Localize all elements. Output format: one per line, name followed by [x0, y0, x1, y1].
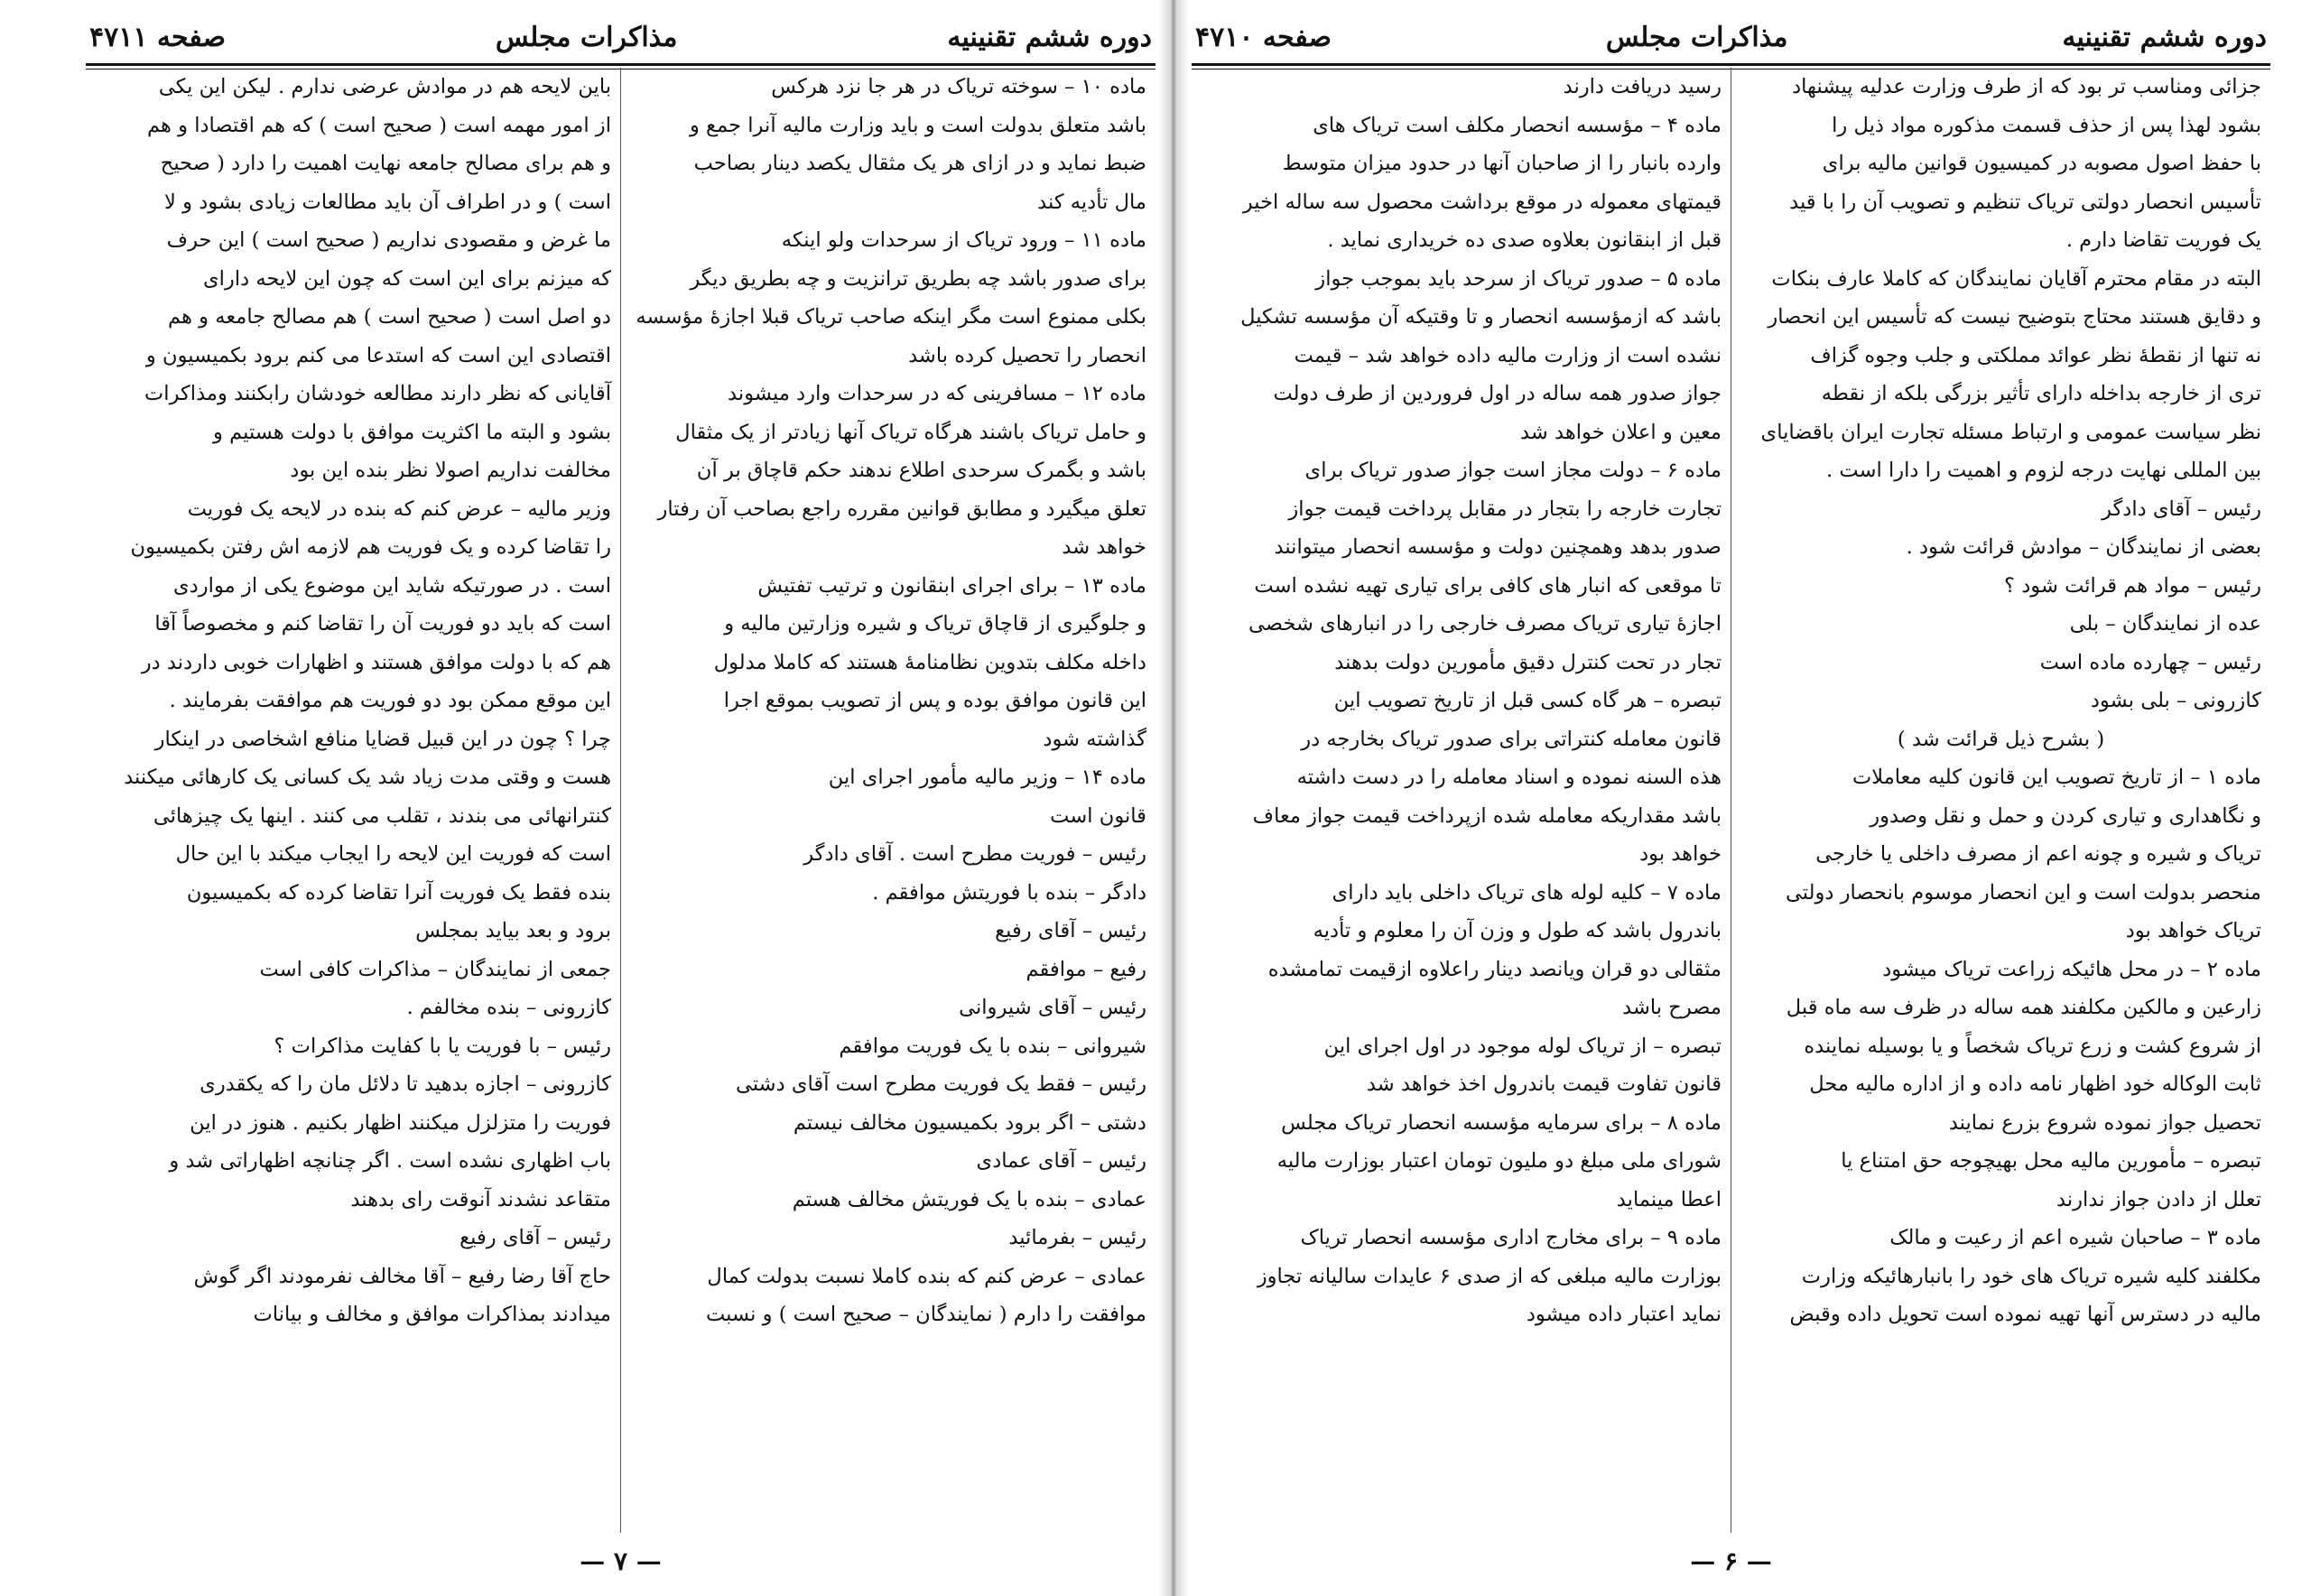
text-line: ماده ۹ – برای مخارج اداری مؤسسه انحصار تریاک	[1300, 1226, 1722, 1249]
text-line: هذه السنه نموده و اسناد معامله را در دست داشته	[1296, 766, 1722, 789]
text-line: تجار در تحت کنترل دقیق مأمورین دولت بدهند	[1334, 650, 1722, 674]
text-line: شورای ملی مبلغ دو ملیون تومان اعتبار بوزارت مالیه	[1276, 1149, 1722, 1173]
text-line: نه تنها از نقطهٔ نظر عوائد مملکتی و جلب وجوه گزاف	[1810, 343, 2261, 367]
text-line: شیروانی – بنده با یک فوریت موافقم	[839, 1034, 1146, 1058]
text-line: با حفظ اصول مصوبه در کمیسیون قوانین مالیه برای	[1822, 152, 2261, 175]
text-line: قانون تفاوت قیمت باندرول اخذ خواهد شد	[1366, 1072, 1722, 1096]
text-line: اجازهٔ تیاری تریاک مصرف خارجی را در انبارهای شخصی	[1248, 612, 1722, 636]
text-line: میدادند بمذاکرات موافق و مخالف و بیانات	[253, 1303, 611, 1326]
text-line: وارده بانبار را از صاحبان آنها در حدود میزان متوسط	[1282, 152, 1722, 175]
text-line: ماده ۴ – مؤسسه انحصار مکلف است تریاک های	[1313, 113, 1722, 137]
text-line: اقتصادی این است که استدعا می کنم برود بکمیسیون و	[145, 343, 611, 367]
text-line: است که فوریت این لایحه را ایجاب میکند با این حال	[175, 842, 611, 866]
text-line: تأسیس انحصار دولتی تریاک تنظیم و تصویب آن را با قید	[1789, 190, 2261, 214]
text-line: ضبط نماید و در ازای هر یک مثقال یکصد دینار بصاحب	[693, 152, 1146, 175]
text-line: رئیس – با فوریت یا با کفایت مذاکرات ؟	[274, 1034, 611, 1058]
text-line: موافقت را دارم ( نمایندگان – صحیح است ) و نسبت	[706, 1303, 1146, 1326]
text-line: رئیس – فوریت مطرح است . آقای دادگر	[803, 842, 1146, 866]
text-line: که میزنم برای این است که چون این لایحه دارای	[202, 266, 611, 291]
text-line: یک فوریت تقاضا دارم .	[2065, 228, 2261, 252]
text-column-left	[86, 68, 621, 1533]
text-line: بوزارت مالیه مبلغی که از صدی ۶ عایدات سالیانه تجاوز	[1257, 1264, 1722, 1288]
text-columns	[1192, 68, 2270, 1533]
text-line: رئیس – آقای دادگر	[2102, 496, 2261, 521]
text-line: باندرول باشد که طول و وزن آن را معلوم و تأدیه	[1313, 919, 1722, 942]
text-line: ماده ۳ – صاحبان شیره اعم از رعیت و مالک	[1889, 1226, 2261, 1249]
text-line: بشود و البته ما اکثریت موافق با دولت هستیم و	[213, 420, 611, 444]
page-4711	[86, 0, 1156, 1596]
text-line: کازرونی – بنده مخالفم .	[406, 996, 611, 1019]
text-line: ماده ۱۲ – مسافرینی که در سرحدات وارد میشوند	[728, 382, 1146, 405]
text-line: از امور مهمه است ( صحیح است ) که هم اقتصادا و هم	[146, 113, 611, 137]
text-line: خواهد بود	[1639, 842, 1722, 866]
text-line: قانون معامله کنتراتی برای صدور تریاک بخارجه در	[1301, 727, 1722, 751]
text-line: نشده است از وزارت مالیه داده خواهد شد – قیمت	[1294, 343, 1722, 367]
text-line: مصرح باشد	[1622, 996, 1722, 1019]
text-line: باب اظهاری نشده است . اگر چنانچه اظهاراتی شد و	[169, 1149, 611, 1173]
text-line: ماده ۱۱ – ورود تریاک از سرحدات ولو اینکه	[781, 228, 1146, 252]
text-line: بین المللی نهایت درجه لزوم و اهمیت را دارا است .	[1826, 459, 2261, 482]
text-line: تبصره – مأمورین مالیه محل بهیچوجه حق امتناع یا	[1841, 1149, 2261, 1173]
text-line: و هم برای مصالح جامعه نهایت اهمیت را دارد ( صحیح	[160, 152, 611, 175]
text-line: ( بشرح ذیل قرائت شد )	[1897, 727, 2105, 751]
text-line: است . در صورتیکه شاید این موضوع یکی از مواردی	[173, 573, 611, 598]
text-line: تا موقعی که انبار های کافی برای تیاری تهیه نشده است	[1254, 573, 1722, 598]
text-line: جواز صدور همه ساله در اول فروردین از طرف دولت	[1273, 382, 1722, 405]
text-line: است ) و در اطراف آن باید مطالعات زیادی بشود و لا	[164, 190, 611, 214]
text-line: هم که با دولت موافق هستند و اظهارات خوبی داردند در	[141, 650, 611, 674]
text-line: ما غرض و مقصودی نداریم ( صحیح است ) این حرف	[166, 228, 611, 252]
text-line: وزیر مالیه – عرض کنم که بنده در لایحه یک فوریت	[187, 496, 611, 521]
text-line: قیمتهای معموله در موقع برداشت محصول سه ساله اخیر	[1242, 190, 1722, 214]
text-line: مالیه در دسترس آنها تهیه نموده است تحویل داده وقبض	[1789, 1303, 2261, 1326]
book-gutter	[1158, 0, 1189, 1596]
text-line: حاج آقا رضا رفیع – آقا مخالف نفرمودند اگر گوش	[193, 1264, 611, 1288]
text-line: رئیس – فقط یک فوریت مطرح است آقای دشتی	[736, 1072, 1146, 1096]
text-column-right	[1731, 68, 2270, 1533]
text-line: رئیس – آقای رفیع	[995, 919, 1146, 942]
text-line: بشود لهذا پس از حذف قسمت مذکوره مواد ذیل را	[1832, 113, 2261, 137]
text-line: است که باید دو فوریت آن را تقاضا کنم و مخصوصاً آقا	[154, 612, 611, 636]
text-line: مال تأدیه کند	[1037, 190, 1146, 214]
text-column-left	[1192, 68, 1731, 1533]
header-period: دوره ششم تقنینیه	[947, 21, 1152, 53]
page-header	[1192, 18, 2270, 56]
text-line: و حامل تریاک باشند هرگاه تریاک آنها زیادتر از یک مثقال	[675, 420, 1146, 444]
text-line: مکلفند کلیه شیره تریاک های خود را بانبارهائیکه وزارت	[1801, 1264, 2261, 1288]
text-line: عمادی – عرض کنم که بنده کاملا نسبت بدولت کمال	[707, 1264, 1146, 1288]
text-line: تعلل از دادن جواز ندارند	[2056, 1187, 2261, 1211]
text-line: دو اصل است ( صحیح است ) هم مصالح جامعه و هم	[168, 305, 611, 329]
text-line: رئیس – چهارده ماده است	[2039, 650, 2261, 674]
header-title: مذاکرات مجلس	[1605, 21, 1788, 53]
text-line: تبصره – هر گاه کسی قبل از تاریخ تصویب این	[1333, 689, 1722, 712]
text-line: جزائی ومناسب تر بود که از طرف وزارت عدلیه پیشنهاد	[1792, 75, 2261, 98]
text-line: بکلی ممنوع است مگر اینکه صاحب تریاک قبلا اجازهٔ مؤسسه	[636, 305, 1146, 329]
text-line: چرا ؟ چون در این قبیل قضایا منافع اشخاصی در اینکار	[154, 727, 611, 751]
text-line: عمادی – بنده با یک فوریتش مخالف هستم	[792, 1187, 1146, 1211]
text-line: تری از خارجه بداخله دارای تأثیر بزرگی بلکه از نقطه	[1821, 382, 2261, 405]
page-4710	[1192, 0, 2270, 1596]
text-line: نماید اعتبار داده میشود	[1526, 1303, 1722, 1326]
text-line: رئیس – بفرمائید	[1008, 1226, 1146, 1249]
page-footer-number: — ۷ —	[580, 1546, 662, 1576]
text-line: ماده ۱ – از تاریخ تصویب این قانون کلیه معاملات	[1852, 766, 2261, 789]
text-line: باشد و بگمرک سرحدی اطلاع ندهند حکم قاچاق بر آن	[696, 459, 1146, 482]
text-line: رئیس – مواد هم قرائت شود ؟	[2004, 573, 2261, 598]
text-line: متقاعد نشدند آنوقت رای بدهند	[350, 1187, 611, 1211]
text-line: رسید دریافت دارند	[1563, 75, 1722, 98]
text-line: باشد متعلق بدولت است و باید وزارت مالیه آنرا جمع و	[689, 113, 1146, 137]
text-line: ماده ۱۳ – برای اجرای ابنقانون و ترتیب تفتیش	[757, 573, 1146, 598]
header-page-number: صفحه ۴۷۱۰	[1195, 21, 1332, 53]
text-line: تجارت خارجه را بتجار در مقابل پرداخت قیمت جواز	[1288, 496, 1722, 521]
text-line: از شروع کشت و زرع تریاک شخصاً و یا بوسیله نماینده	[1804, 1034, 2261, 1058]
text-line: ماده ۷ – کلیه لوله های تریاک داخلی باید دارای	[1332, 880, 1722, 905]
text-line: مثقالی دو قران ویانصد دینار راعلاوه ازقیمت تمامشده	[1267, 957, 1722, 981]
text-line: رئیس – آقای شیروانی	[959, 996, 1146, 1019]
text-line: و دقایق هستند محتاج بتوضیح نیست که تأسیس این انحصار	[1768, 305, 2261, 329]
text-line: بعضی از نمایندگان – موادش قرائت شود .	[1906, 535, 2261, 559]
text-line: برود و بعد بیاید بمجلس	[415, 919, 611, 942]
header-title: مذاکرات مجلس	[495, 21, 678, 53]
text-line: زارعین و مالکین مکلفند همه ساله در ظرف سه ماه قبل	[1786, 996, 2261, 1019]
text-line: مخالفت نداریم اصولا نظر بنده این بود	[290, 459, 611, 482]
text-line: این موقع ممکن بود دو فوریت هم موافقت بفرمایند .	[169, 689, 611, 712]
text-line: تبصره – از تریاک لوله موجود در اول اجرای این	[1323, 1034, 1722, 1058]
text-line: باشد مقداریکه معامله شده ازپرداخت قیمت جواز معاف	[1252, 803, 1722, 828]
text-line: و نگاهداری و تیاری کردن و حمل و نقل وصدور	[1870, 803, 2261, 828]
text-line: رئیس – آقای عمادی	[976, 1149, 1146, 1173]
text-column-right	[621, 68, 1156, 1533]
text-line: البته در مقام محترم آقایان نمایندگان که کاملا عارف بنکات	[1771, 266, 2261, 291]
text-line: هست و وقتی مدت زیاد شد یک کسانی یک کارهائی میکنند	[124, 766, 611, 789]
text-line: کنترانهائی می بندند ، تقلب می کنند . اینها یک چیزهائی	[153, 803, 611, 828]
text-line: تحصیل جواز نموده شروع بزرع نمایند	[1948, 1110, 2261, 1135]
text-line: ماده ۵ – صدور تریاک از سرحد باید بموجب جواز	[1315, 266, 1722, 291]
text-line: ماده ۸ – برای سرمایه مؤسسه انحصار تریاک مجلس	[1281, 1110, 1722, 1135]
page-footer-number: — ۶ —	[1690, 1546, 1772, 1576]
text-line: انحصار را تحصیل کرده باشد	[908, 343, 1146, 367]
text-line: این قانون موافق بوده و پس از تصویب بموقع اجرا	[723, 689, 1146, 712]
text-line: اعطا مینماید	[1616, 1187, 1722, 1211]
text-line: ماده ۱۴ – وزیر مالیه مأمور اجرای این	[828, 766, 1146, 789]
text-line: ماده ۶ – دولت مجاز است جواز صدور تریاک برای	[1304, 459, 1722, 482]
text-line: ماده ۱۰ – سوخته تریاک در هر جا نزد هرکس	[771, 75, 1146, 98]
text-line: تعلق میگیرد و مطابق قوانین مقرره راجع بصاحب آن رفتار	[657, 496, 1146, 521]
text-line: رفیع – موافقم	[1026, 957, 1146, 981]
text-line: کازرونی – بلی بشود	[2090, 689, 2261, 712]
text-line: ماده ۲ – در محل هائیکه زراعت تریاک میشود	[1882, 957, 2261, 981]
text-line: کازرونی – اجازه بدهید تا دلائل مان را که یکقدری	[200, 1072, 611, 1096]
text-line: قبل از ابنقانون بعلاوه صدی ده خریداری نماید .	[1327, 228, 1722, 252]
text-line: ثابت الوکاله خود اظهار نامه داده و از اداره مالیه محل	[1809, 1072, 2261, 1096]
text-line: تریاک و شیره و چونه اعم از مصرف داخلی یا خارجی	[1815, 842, 2261, 866]
text-line: باشد که ازمؤسسه انحصار و تا وقتیکه آن مؤسسه تشکیل	[1240, 305, 1722, 329]
text-line: برای صدور باشد چه بطریق ترانزیت و چه بطریق دیگر	[690, 266, 1146, 291]
page-header	[86, 18, 1156, 56]
text-line: عده از نمایندگان – بلی	[2069, 612, 2261, 636]
header-period: دوره ششم تقنینیه	[2062, 21, 2267, 53]
text-line: باین لایحه هم در موادش عرضی ندارم . لیکن این یکی	[158, 75, 611, 98]
text-line: گذاشته شود	[1043, 727, 1146, 751]
text-line: دشتی – اگر برود بکمیسیون مخالف نیستم	[793, 1110, 1146, 1135]
header-page-number: صفحه ۴۷۱۱	[89, 21, 227, 53]
text-line: را تقاضا کرده و یک فوریت هم لازمه اش رفتن بکمیسیون	[130, 535, 611, 559]
text-line: جمعی از نمایندگان – مذاکرات کافی است	[259, 957, 611, 981]
text-line: داخله مکلف بتدوین نظامنامهٔ هستند که کاملا مدلول	[713, 650, 1146, 674]
text-line: معین و اعلان خواهد شد	[1520, 420, 1722, 444]
text-line: نظر سیاست عمومی و ارتباط مسئله تجارت ایران باقضایای	[1760, 420, 2261, 444]
text-line: آقایانی که نظر دارند مطالعه خودشان رابکنند ومذاکرات	[144, 382, 611, 405]
header-rule	[86, 63, 1156, 66]
text-line: دادگر – بنده با فوریتش موافقم .	[872, 880, 1146, 905]
text-line: قانون است	[1050, 803, 1146, 828]
text-line: رئیس – آقای رفیع	[459, 1226, 611, 1249]
text-line: بنده فقط یک فوریت آنرا تقاضا کرده که بکمیسیون	[186, 880, 611, 905]
text-line: تریاک خواهد بود	[2125, 919, 2261, 942]
text-line: منحصر بدولت است و این انحصار موسوم بانحصار دولتی	[1785, 880, 2261, 905]
text-columns	[86, 68, 1156, 1533]
text-line: و جلوگیری از قاچاق تریاک و شیره وزارتین مالیه و	[724, 612, 1146, 636]
text-line: فوریت را متزلزل میکنند اظهار بکنیم . هنوز در این	[190, 1110, 611, 1135]
header-rule	[1192, 63, 2270, 66]
text-line: خواهد شد	[1062, 535, 1146, 559]
text-line: صدور بدهد وهمچنین دولت و مؤسسه انحصار میتوانند	[1274, 535, 1722, 559]
